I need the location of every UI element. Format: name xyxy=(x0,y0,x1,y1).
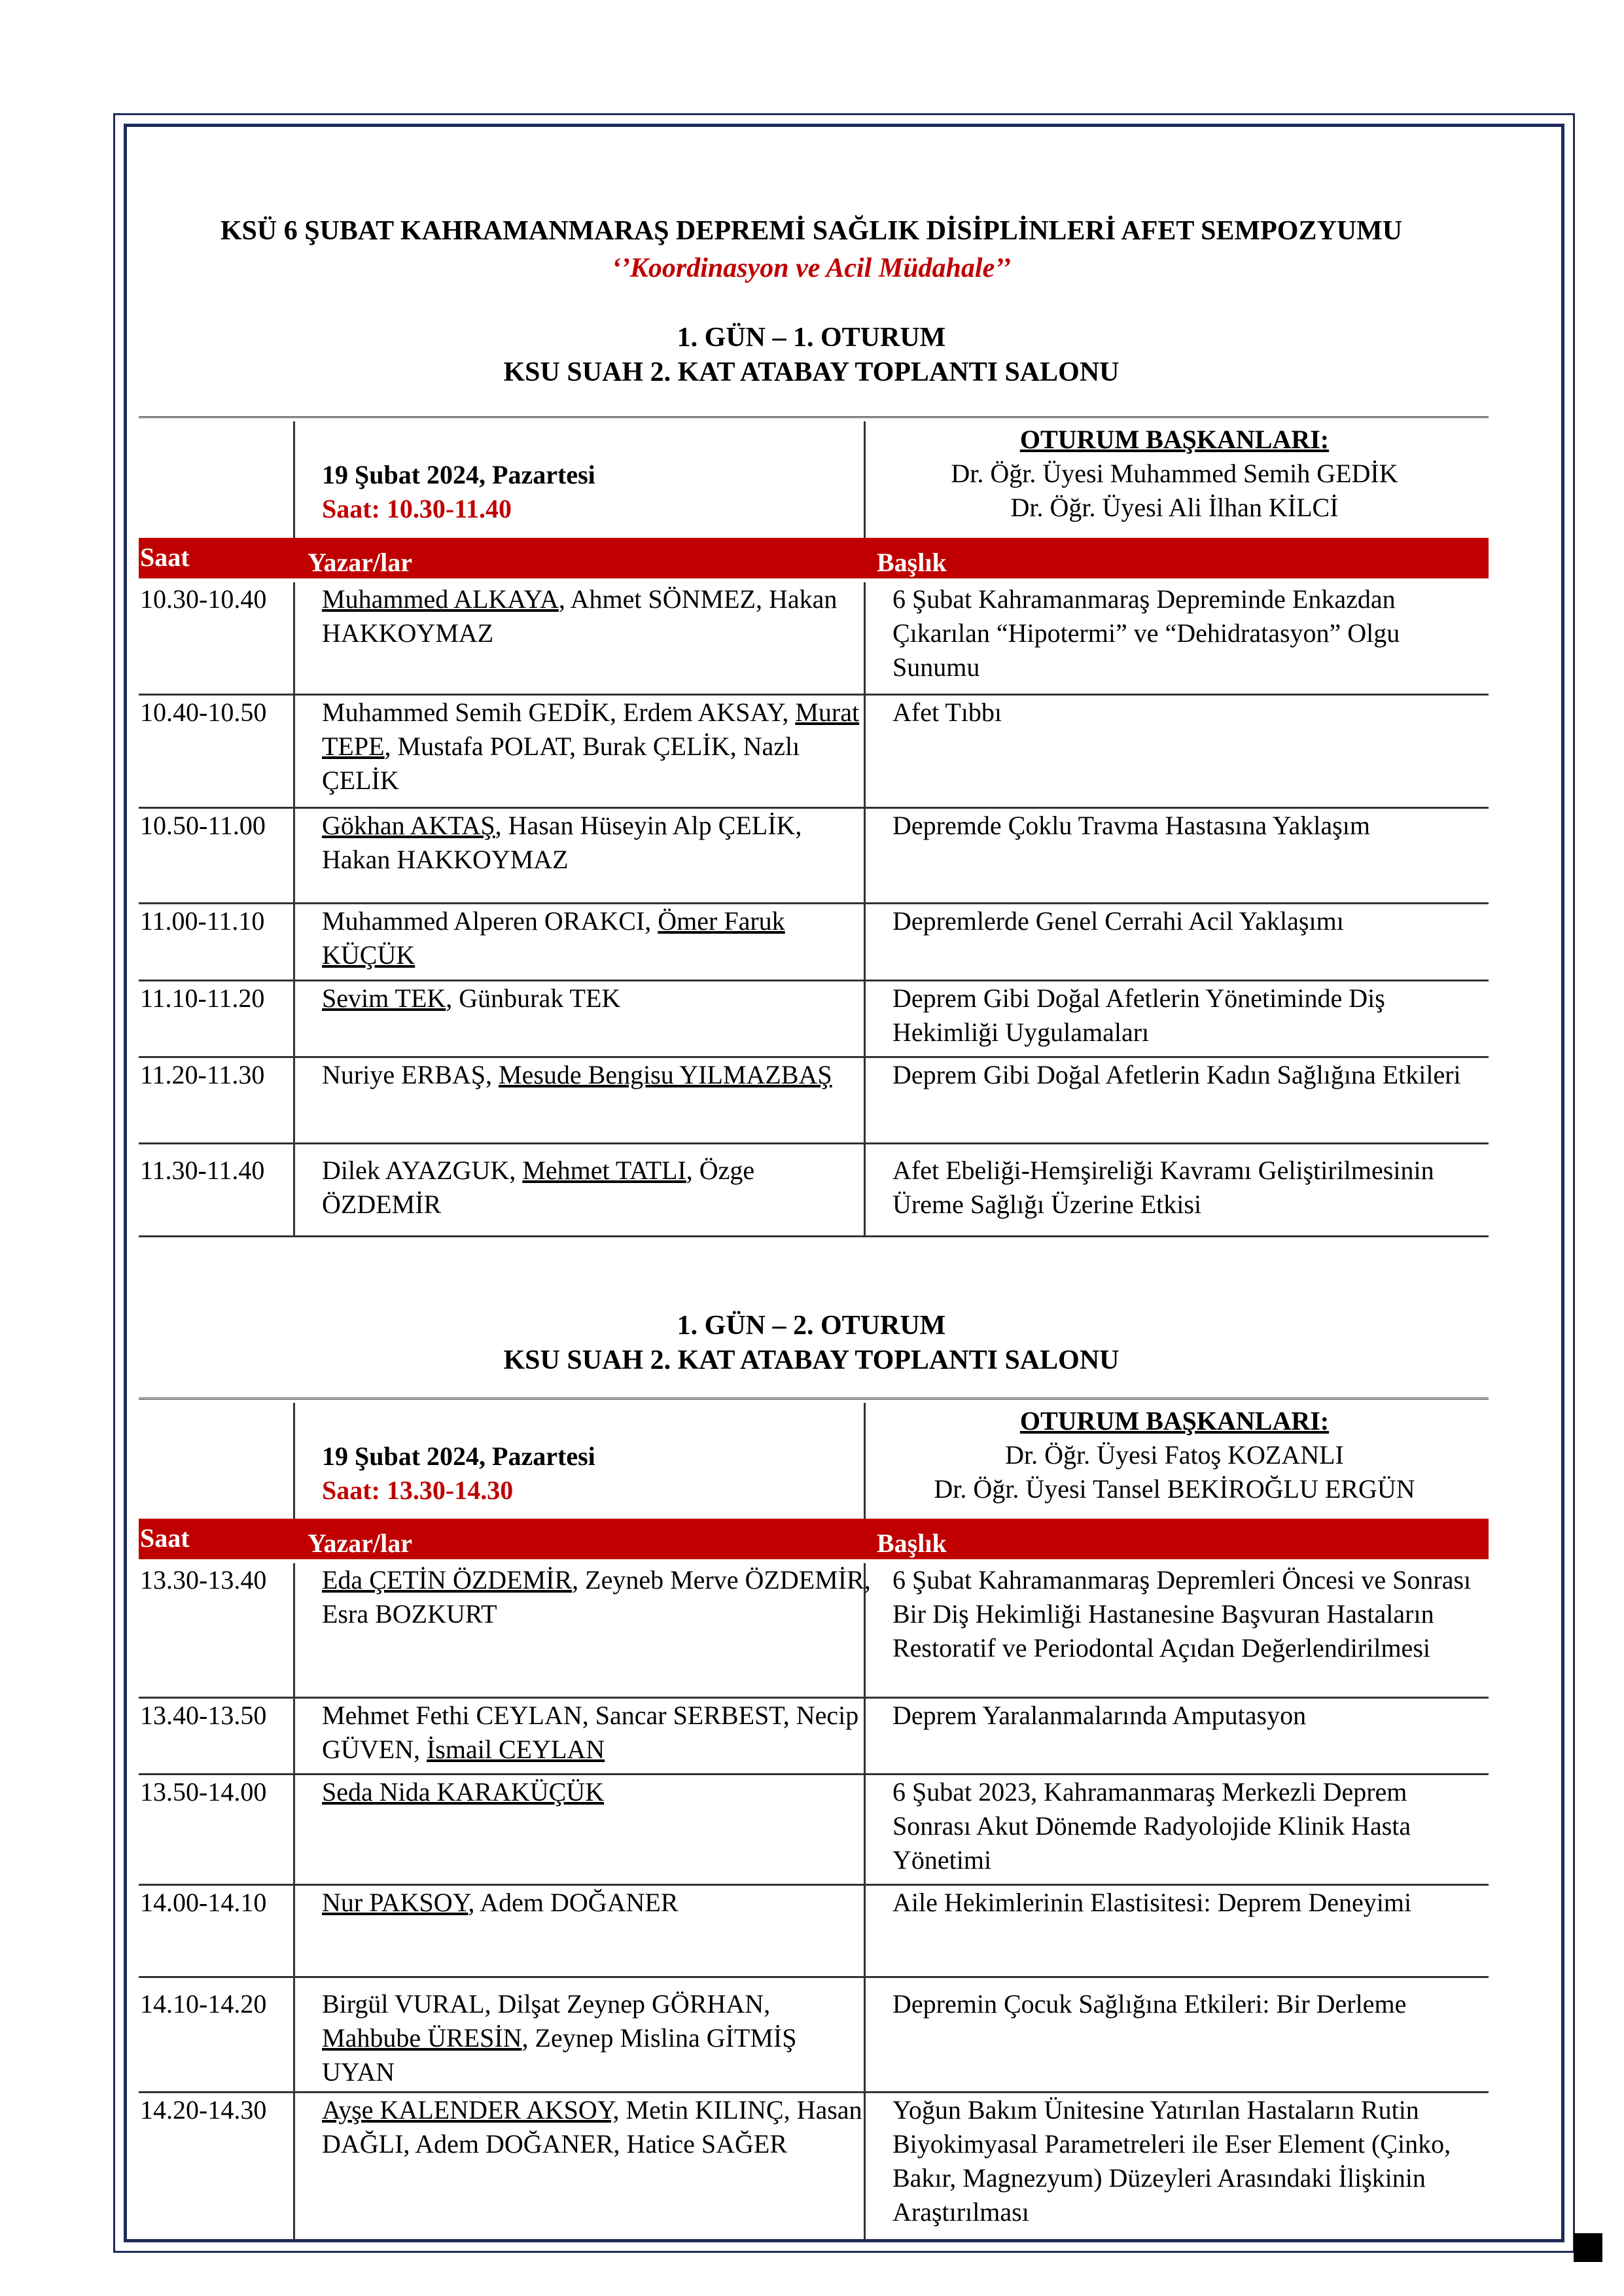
info-top-rule xyxy=(139,416,1489,418)
row-time: 14.10-14.20 xyxy=(140,1989,267,2019)
row-time: 10.40-10.50 xyxy=(140,698,267,727)
table-row xyxy=(139,1699,1489,1775)
row-title: Depremlerde Genel Cerrahi Acil Yaklaşımı xyxy=(892,906,1344,936)
table-row xyxy=(139,809,1489,904)
table-row xyxy=(139,696,1489,809)
row-time: 11.00-11.10 xyxy=(140,906,265,936)
row-title: 6 Şubat Kahramanmaraş Depremleri Öncesi ve Sonrası Bir Diş Hekimliği Hastanesine Başvuran Hastaların Restoratif ve Periodontal Açıdan Değerlendirilmesi xyxy=(892,1565,1472,1663)
info-divider xyxy=(293,1403,295,1519)
table-row xyxy=(139,1886,1489,1978)
row-authors: Seda Nida KARAKÜÇÜK xyxy=(322,1777,605,1807)
row-title: Afet Ebeliği-Hemşireliği Kavramı Geliştirilmesinin Üreme Sağlığı Üzerine Etkisi xyxy=(892,1156,1434,1219)
row-title: Depremin Çocuk Sağlığına Etkileri: Bir Derleme xyxy=(892,1989,1407,2019)
row-title: Deprem Yaralanmalarında Amputasyon xyxy=(892,1701,1307,1730)
session-chairs xyxy=(864,423,1485,525)
row-time: 11.20-11.30 xyxy=(140,1060,265,1089)
table-row xyxy=(139,2093,1489,2240)
row-time: 10.30-10.40 xyxy=(140,584,267,614)
session-date: 19 Şubat 2024, Pazartesi xyxy=(322,1441,595,1471)
row-title: Afet Tıbbı xyxy=(892,698,1002,727)
row-authors: Birgül VURAL, Dilşat Zeynep GÖRHAN, Mahbube ÜRESİN, Zeynep Mislina GİTMİŞ UYAN xyxy=(322,1989,797,2087)
chair-name: Dr. Öğr. Üyesi Fatoş KOZANLI xyxy=(1005,1440,1344,1470)
table-header-row xyxy=(139,538,1489,578)
session-time: Saat: 13.30-14.30 xyxy=(322,1475,514,1505)
session-2-venue: KSU SUAH 2. KAT ATABAY TOPLANTI SALONU xyxy=(503,1345,1120,1375)
row-time: 13.30-13.40 xyxy=(140,1565,267,1595)
row-authors: Gökhan AKTAŞ, Hasan Hüseyin Alp ÇELİK, Hakan HAKKOYMAZ xyxy=(322,811,802,874)
table-row xyxy=(139,1775,1489,1886)
symposium-title: KSÜ 6 ŞUBAT KAHRAMANMARAŞ DEPREMİ SAĞLIK DİSİPLİNLERİ AFET SEMPOZYUMU xyxy=(220,216,1403,246)
row-title: Deprem Gibi Doğal Afetlerin Kadın Sağlığına Etkileri xyxy=(892,1060,1461,1089)
table-header-row xyxy=(139,1519,1489,1559)
symposium-subtitle: ‘’Koordinasyon ve Acil Müdahale’’ xyxy=(611,253,1012,283)
chairs-title: OTURUM BAŞKANLARI: xyxy=(1019,425,1330,454)
header-time: Saat xyxy=(140,1523,190,1553)
row-time: 11.10-11.20 xyxy=(140,983,265,1013)
session-time: Saat: 10.30-11.40 xyxy=(322,494,512,523)
session-chairs xyxy=(864,1404,1485,1506)
row-title: 6 Şubat Kahramanmaraş Depreminde Enkazdan Çıkarılan “Hipotermi” ve “Dehidratasyon” Olgu Sunumu xyxy=(892,584,1400,682)
session-2-info xyxy=(139,1398,1489,1519)
chairs-title: OTURUM BAŞKANLARI: xyxy=(1019,1406,1330,1436)
row-authors: Dilek AYAZGUK, Mehmet TATLI, Özge ÖZDEMİR xyxy=(322,1156,755,1219)
chair-name: Dr. Öğr. Üyesi Tansel BEKİROĞLU ERGÜN xyxy=(934,1474,1415,1504)
corner-decoration xyxy=(1574,2233,1602,2262)
table-row xyxy=(139,1978,1489,2093)
row-authors: Sevim TEK, Günburak TEK xyxy=(322,983,621,1013)
header-title: Başlık xyxy=(877,548,947,577)
row-authors: Nur PAKSOY, Adem DOĞANER xyxy=(322,1888,679,1917)
table-row xyxy=(139,1563,1489,1699)
session-2-heading: 1. GÜN – 2. OTURUM xyxy=(677,1311,946,1341)
table-row xyxy=(139,1058,1489,1144)
row-authors: Eda ÇETİN ÖZDEMİR, Zeyneb Merve ÖZDEMİR, Esra BOZKURT xyxy=(322,1565,871,1629)
session-1-heading: 1. GÜN – 1. OTURUM xyxy=(677,323,946,353)
row-time: 14.00-14.10 xyxy=(140,1888,267,1917)
header-authors: Yazar/lar xyxy=(308,1528,412,1558)
header-time: Saat xyxy=(140,542,190,572)
info-top-rule xyxy=(139,1398,1489,1400)
row-time: 10.50-11.00 xyxy=(140,811,266,840)
info-divider xyxy=(293,421,295,538)
header-authors: Yazar/lar xyxy=(308,548,412,577)
row-time: 14.20-14.30 xyxy=(140,2095,267,2125)
table-row xyxy=(139,904,1489,981)
row-time: 13.40-13.50 xyxy=(140,1701,267,1730)
session-date: 19 Şubat 2024, Pazartesi xyxy=(322,460,595,489)
chair-name: Dr. Öğr. Üyesi Ali İlhan KİLCİ xyxy=(1010,493,1339,522)
chair-name: Dr. Öğr. Üyesi Muhammed Semih GEDİK xyxy=(951,459,1398,488)
table-row xyxy=(139,582,1489,696)
row-title: Depremde Çoklu Travma Hastasına Yaklaşım xyxy=(892,811,1370,840)
row-authors: Mehmet Fethi CEYLAN, Sancar SERBEST, Necip GÜVEN, İsmail CEYLAN xyxy=(322,1701,859,1764)
row-authors: Muhammed Semih GEDİK, Erdem AKSAY, Murat TEPE, Mustafa POLAT, Burak ÇELİK, Nazlı ÇELİK xyxy=(322,698,860,795)
row-time: 13.50-14.00 xyxy=(140,1777,267,1807)
row-authors: Muhammed ALKAYA, Ahmet SÖNMEZ, Hakan HAKKOYMAZ xyxy=(322,584,838,648)
table-row xyxy=(139,1144,1489,1237)
table-row xyxy=(139,981,1489,1058)
session-1-venue: KSU SUAH 2. KAT ATABAY TOPLANTI SALONU xyxy=(503,357,1120,387)
row-title: Yoğun Bakım Ünitesine Yatırılan Hastaların Rutin Biyokimyasal Parametreleri ile Eser Element (Çinko, Bakır, Magnezyum) Düzeyleri Arasındaki İlişkinin Araştırılması xyxy=(892,2095,1451,2227)
row-title: 6 Şubat 2023, Kahramanmaraş Merkezli Deprem Sonrası Akut Dönemde Radyolojide Klinik Hasta Yönetimi xyxy=(892,1777,1411,1875)
row-authors: Nuriye ERBAŞ, Mesude Bengisu YILMAZBAŞ xyxy=(322,1060,832,1089)
row-time: 11.30-11.40 xyxy=(140,1156,265,1185)
row-authors: Ayşe KALENDER AKSOY, Metin KILINÇ, Hasan DAĞLI, Adem DOĞANER, Hatice SAĞER xyxy=(322,2095,862,2159)
session-1-info xyxy=(139,416,1489,538)
row-authors: Muhammed Alperen ORAKCI, Ömer Faruk KÜÇÜK xyxy=(322,906,785,970)
row-title: Aile Hekimlerinin Elastisitesi: Deprem Deneyimi xyxy=(892,1888,1412,1917)
row-title: Deprem Gibi Doğal Afetlerin Yönetiminde Diş Hekimliği Uygulamaları xyxy=(892,983,1385,1047)
header-title: Başlık xyxy=(877,1528,947,1558)
